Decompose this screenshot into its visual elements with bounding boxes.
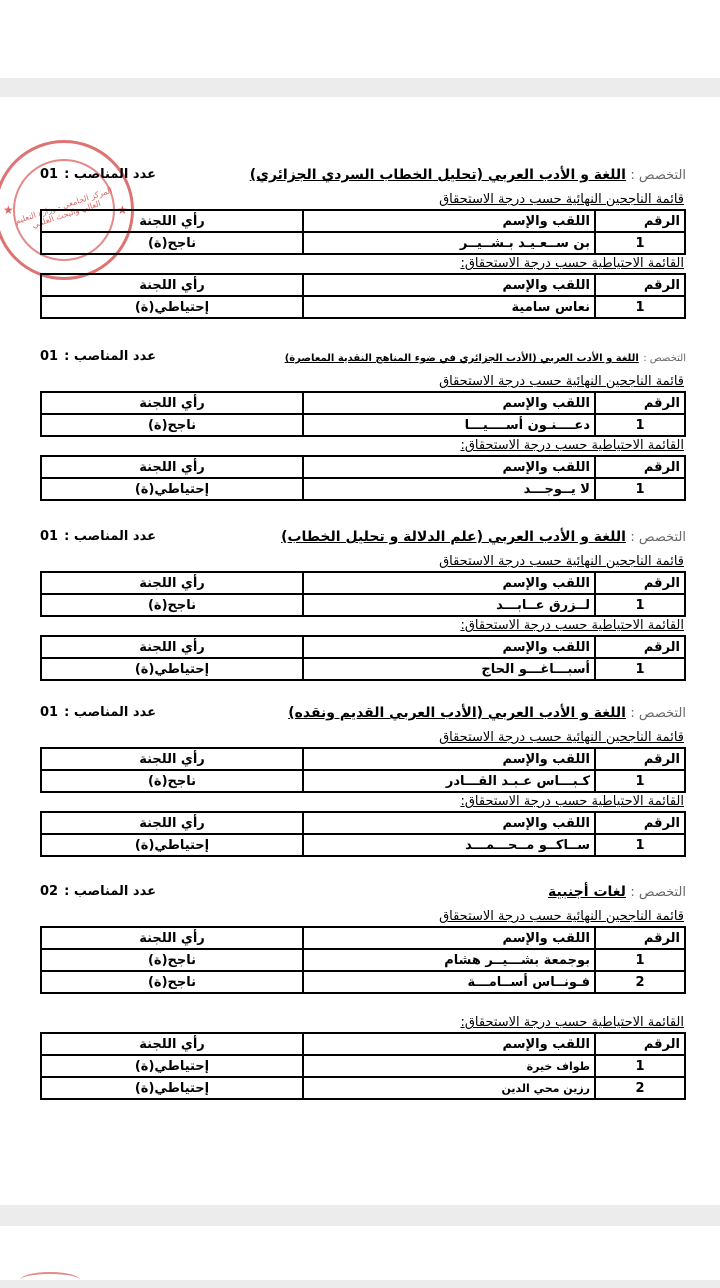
final-list-caption: قائمة الناجحين النهائية حسب درجة الاستحقاق [439,554,684,569]
header-number: الرقم [595,572,685,594]
posts-count [40,529,156,544]
specialty-label: التخصص : [630,885,686,900]
reserve-list-caption: القائمة الاحتياطية حسب درجة الاستحقاق: [460,1015,684,1030]
posts-label: عدد المناصب : [64,167,156,182]
table-header-row [41,572,685,594]
table-row [41,1055,685,1077]
header-opinion: رأي اللجنة [41,274,303,296]
table-header-row [41,456,685,478]
header-opinion: رأي اللجنة [41,927,303,949]
row-opinion: إحتياطي(ة) [41,478,303,500]
reserve-list-caption: القائمة الاحتياطية حسب درجة الاستحقاق: [460,256,684,271]
previous-page [0,0,720,78]
posts-value: 02 [40,884,59,899]
header-number: الرقم [595,748,685,770]
final-list-table [40,391,686,437]
row-opinion: ناجح(ة) [41,971,303,993]
row-opinion: إحتياطي(ة) [41,834,303,856]
posts-value: 01 [40,529,59,544]
header-name: اللقب والإسم [303,392,595,414]
header-number: الرقم [595,392,685,414]
specialty-section [40,705,686,857]
specialty-line [40,529,686,553]
specialty-label: التخصص : [630,706,686,721]
row-opinion: ناجح(ة) [41,594,303,616]
row-name: نعاس سامية [303,296,595,318]
table-header-row [41,636,685,658]
row-number: 1 [595,1055,685,1077]
header-number: الرقم [595,812,685,834]
header-name: اللقب والإسم [303,812,595,834]
row-number: 1 [595,414,685,436]
posts-value: 01 [40,167,59,182]
specialty-section [40,167,686,319]
header-opinion: رأي اللجنة [41,812,303,834]
header-opinion: رأي اللجنة [41,636,303,658]
header-opinion: رأي اللجنة [41,748,303,770]
row-number: 1 [595,658,685,680]
table-row [41,414,685,436]
row-name: ســاكــو مــحـــمـــد [303,834,595,856]
table-row [41,1077,685,1099]
row-number: 1 [595,770,685,792]
header-name: اللقب والإسم [303,748,595,770]
header-name: اللقب والإسم [303,1033,595,1055]
table-row [41,971,685,993]
next-page [0,1226,720,1280]
table-row [41,232,685,254]
header-name: اللقب والإسم [303,927,595,949]
reserve-list-table [40,1032,686,1100]
reserve-list-caption: القائمة الاحتياطية حسب درجة الاستحقاق: [460,618,684,633]
header-number: الرقم [595,274,685,296]
posts-value: 01 [40,705,59,720]
specialty-label: التخصص : [643,353,686,364]
stamp-text: المركز الجامعي - وزارة التعليم العالي والبحث العلمي [13,185,114,230]
table-row [41,658,685,680]
table-row [41,594,685,616]
final-list-caption: قائمة الناجحين النهائية حسب درجة الاستحقاق [439,730,684,745]
row-name: طواف خيرة [303,1055,595,1077]
row-opinion: إحتياطي(ة) [41,1055,303,1077]
header-name: اللقب والإسم [303,636,595,658]
specialty-line [40,884,686,908]
header-name: اللقب والإسم [303,572,595,594]
specialty-line [40,349,686,373]
row-number: 1 [595,949,685,971]
posts-count [40,884,156,899]
reserve-list-caption: القائمة الاحتياطية حسب درجة الاستحقاق: [460,794,684,809]
specialty-line [40,705,686,729]
header-name: اللقب والإسم [303,274,595,296]
row-name: دعــــنـون أســــيـــا [303,414,595,436]
table-row [41,770,685,792]
header-opinion: رأي اللجنة [41,392,303,414]
specialty-label: التخصص : [630,530,686,545]
header-opinion: رأي اللجنة [41,572,303,594]
posts-count [40,167,156,182]
reserve-list-table [40,455,686,501]
row-opinion: ناجح(ة) [41,770,303,792]
specialty-name: اللغة و الأدب العربي (الأدب العربي القديم ونقده) [288,705,626,721]
specialty-name: لغات أجنبية [548,884,626,900]
specialty-section [40,349,686,501]
stamp-partial [20,1272,80,1288]
specialty-name: اللغة و الأدب العربي (تحليل الخطاب السردي الجزائري) [249,167,626,183]
table-header-row [41,274,685,296]
posts-label: عدد المناصب : [64,884,156,899]
posts-label: عدد المناصب : [64,705,156,720]
specialty-section [40,884,686,1100]
table-row [41,949,685,971]
row-number: 1 [595,834,685,856]
table-header-row [41,1033,685,1055]
header-number: الرقم [595,927,685,949]
header-opinion: رأي اللجنة [41,1033,303,1055]
final-list-table [40,571,686,617]
row-number: 1 [595,296,685,318]
row-name: أسبـــاغـــو الحاج [303,658,595,680]
header-name: اللقب والإسم [303,210,595,232]
row-opinion: إحتياطي(ة) [41,1077,303,1099]
row-opinion: ناجح(ة) [41,949,303,971]
final-list-table [40,747,686,793]
stamp-star-icon: ★ [3,203,14,217]
row-name: رزين محي الدين [303,1077,595,1099]
table-row [41,834,685,856]
table-header-row [41,812,685,834]
stamp-star-icon: ★ [117,203,128,217]
row-opinion: ناجح(ة) [41,414,303,436]
row-number: 1 [595,594,685,616]
final-list-caption: قائمة الناجحين النهائية حسب درجة الاستحقاق [439,909,684,924]
row-name: بوجمعة بشـــيــر هشام [303,949,595,971]
posts-count [40,705,156,720]
reserve-list-table [40,811,686,857]
posts-label: عدد المناصب : [64,349,156,364]
row-number: 1 [595,232,685,254]
reserve-list-caption: القائمة الاحتياطية حسب درجة الاستحقاق: [460,438,684,453]
row-name: لــزرق عــابـــد [303,594,595,616]
reserve-list-table [40,273,686,319]
header-name: اللقب والإسم [303,456,595,478]
specialty-name: اللغة و الأدب العربي (الأدب الجزائري في ضوء المناهج النقدية المعاصرة) [284,353,639,364]
table-header-row [41,210,685,232]
table-header-row [41,748,685,770]
row-name: كـبـــاس عـبـد القـــادر [303,770,595,792]
specialty-line [40,167,686,191]
final-list-caption: قائمة الناجحين النهائية حسب درجة الاستحقاق [439,374,684,389]
row-opinion: إحتياطي(ة) [41,296,303,318]
final-list-caption: قائمة الناجحين النهائية حسب درجة الاستحقاق [439,192,684,207]
header-number: الرقم [595,1033,685,1055]
row-number: 2 [595,971,685,993]
table-row [41,296,685,318]
row-opinion: ناجح(ة) [41,232,303,254]
header-opinion: رأي اللجنة [41,456,303,478]
row-opinion: إحتياطي(ة) [41,658,303,680]
row-name: فـونــاس أســامـــة [303,971,595,993]
final-list-table [40,209,686,255]
row-number: 2 [595,1077,685,1099]
table-header-row [41,392,685,414]
specialty-name: اللغة و الأدب العربي (علم الدلالة و تحليل الخطاب) [281,529,626,545]
table-header-row [41,927,685,949]
posts-value: 01 [40,349,59,364]
row-name: لا يــوجـــد [303,478,595,500]
header-number: الرقم [595,636,685,658]
posts-label: عدد المناصب : [64,529,156,544]
row-number: 1 [595,478,685,500]
specialty-section [40,529,686,681]
row-name: بن ســعـيـد بـشــيــر [303,232,595,254]
table-row [41,478,685,500]
header-opinion: رأي اللجنة [41,210,303,232]
specialty-label: التخصص : [630,168,686,183]
posts-count [40,349,156,364]
reserve-list-table [40,635,686,681]
header-number: الرقم [595,456,685,478]
header-number: الرقم [595,210,685,232]
final-list-table [40,926,686,994]
